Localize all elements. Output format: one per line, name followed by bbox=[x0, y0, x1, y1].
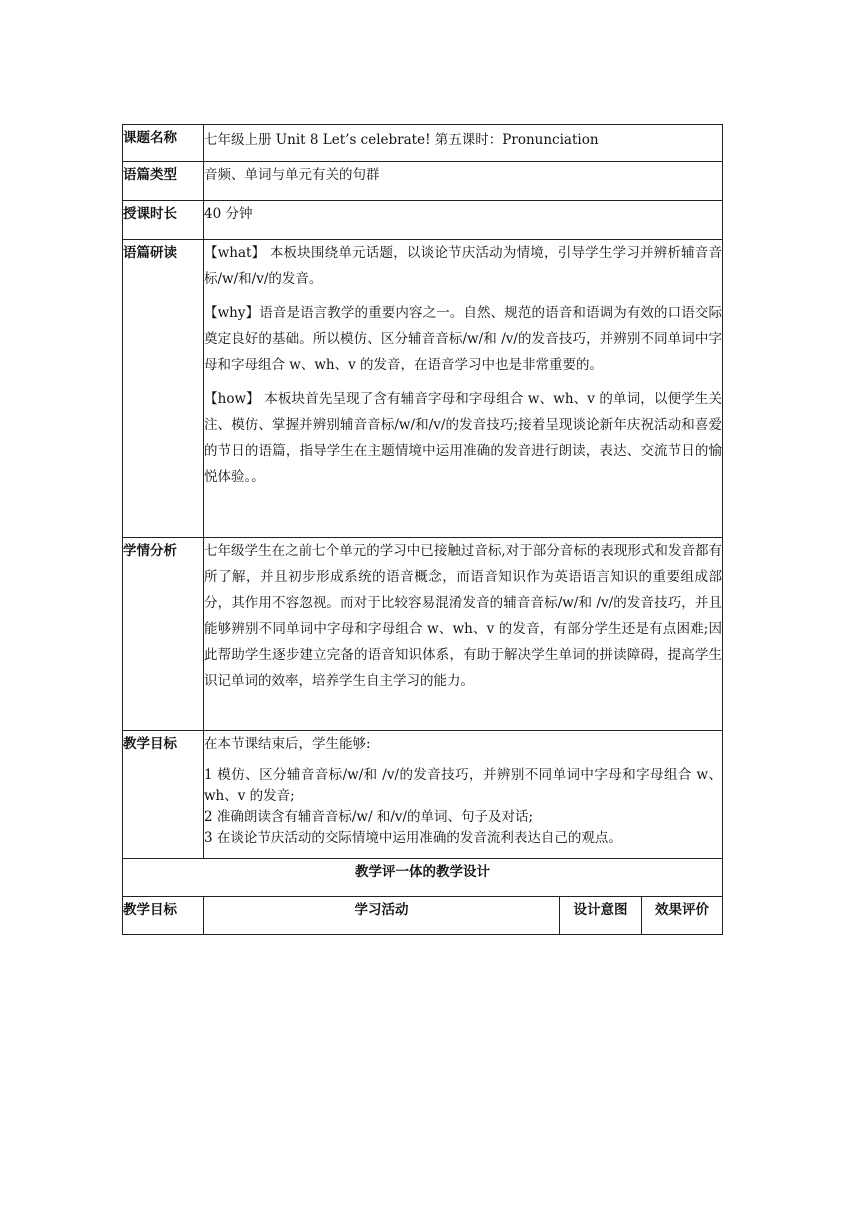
row-analysis bbox=[123, 240, 723, 538]
design-title: 教学评一体的教学设计 bbox=[123, 859, 723, 897]
objective-item-2: 2 准确朗读含有辅音音标/w/ 和/v/的单词、句子及对话; bbox=[204, 809, 534, 825]
course-value: 七年级上册 Unit 8 Let’s celebrate! 第五课时：Pronunciation bbox=[204, 125, 723, 162]
row-course bbox=[123, 125, 723, 162]
duration-label: 授课时长 bbox=[123, 201, 204, 240]
row-text-type bbox=[123, 162, 723, 201]
header-intent: 设计意图 bbox=[560, 897, 642, 935]
analysis-value bbox=[204, 240, 723, 538]
objectives-value bbox=[204, 731, 723, 859]
header-evaluation: 效果评价 bbox=[642, 897, 723, 935]
analysis-why: 【why】语音是语言教学的重要内容之一。自然、规范的语音和语调为有效的口语交际奠定良好的基础。所以模仿、区分辅音音标/w/和 /v/的发音技巧，并辨别不同单词中字母和字母组合 w、wh、v 的发音，在语音学习中也是非常重要的。 bbox=[204, 305, 723, 373]
objectives-intro: 在本节课结束后，学生能够: bbox=[204, 736, 371, 752]
row-design-title bbox=[123, 859, 723, 897]
row-design-headers bbox=[123, 897, 723, 935]
text-type-value: 音频、单词与单元有关的句群 bbox=[204, 162, 723, 201]
objectives-label: 教学目标 bbox=[123, 731, 204, 859]
course-label: 课题名称 bbox=[123, 125, 204, 162]
row-duration bbox=[123, 201, 723, 240]
text-type-label: 语篇类型 bbox=[123, 162, 204, 201]
row-objectives bbox=[123, 731, 723, 859]
learners-text: 七年级学生在之前七个单元的学习中已接触过音标,对于部分音标的表现形式和发音都有所了解，并且初步形成系统的语音概念，而语音知识作为英语语言知识的重要组成部分，其作用不容忽视。而对于比较容易混淆发音的辅音音标/w/和 /v/的发音技巧，并且能够辨别不同单词中字母和字母组合 w、wh、v 的发音，有部分学生还是有点困难;因此帮助学生逐步建立完备的语音知识体系，有助于解决学生单词的拼读障碍，提高学生识记单词的效率，培养学生自主学习的能力。 bbox=[204, 543, 723, 689]
row-learners bbox=[123, 538, 723, 731]
learners-value bbox=[204, 538, 723, 731]
objective-item-1: 1 模仿、区分辅音音标/w/和 /v/的发音技巧，并辨别不同单词中字母和字母组合 w、wh、v 的发音; bbox=[204, 767, 723, 804]
learners-label: 学情分析 bbox=[123, 538, 204, 731]
analysis-label: 语篇研读 bbox=[123, 240, 204, 538]
duration-value: 40 分钟 bbox=[204, 201, 723, 240]
lesson-plan-table bbox=[122, 124, 723, 935]
header-activity: 学习活动 bbox=[204, 897, 560, 935]
analysis-how: 【how】 本板块首先呈现了含有辅音字母和字母组合 w、wh、v 的单词，以便学生关注、模仿、掌握并辨别辅音音标/w/和/v/的发音技巧;接着呈现谈论新年庆祝活动和喜爱的节日的语篇，指导学生在主题情境中运用准确的发音进行朗读，表达、交流节日的愉悦体验。。 bbox=[204, 391, 723, 485]
objective-item-3: 3 在谈论节庆活动的交际情境中运用准确的发音流利表达自己的观点。 bbox=[204, 830, 622, 846]
header-objective: 教学目标 bbox=[123, 897, 204, 935]
analysis-what: 【what】 本板块围绕单元话题，以谈论节庆活动为情境，引导学生学习并辨析辅音音标/w/和/v/的发音。 bbox=[204, 245, 723, 287]
